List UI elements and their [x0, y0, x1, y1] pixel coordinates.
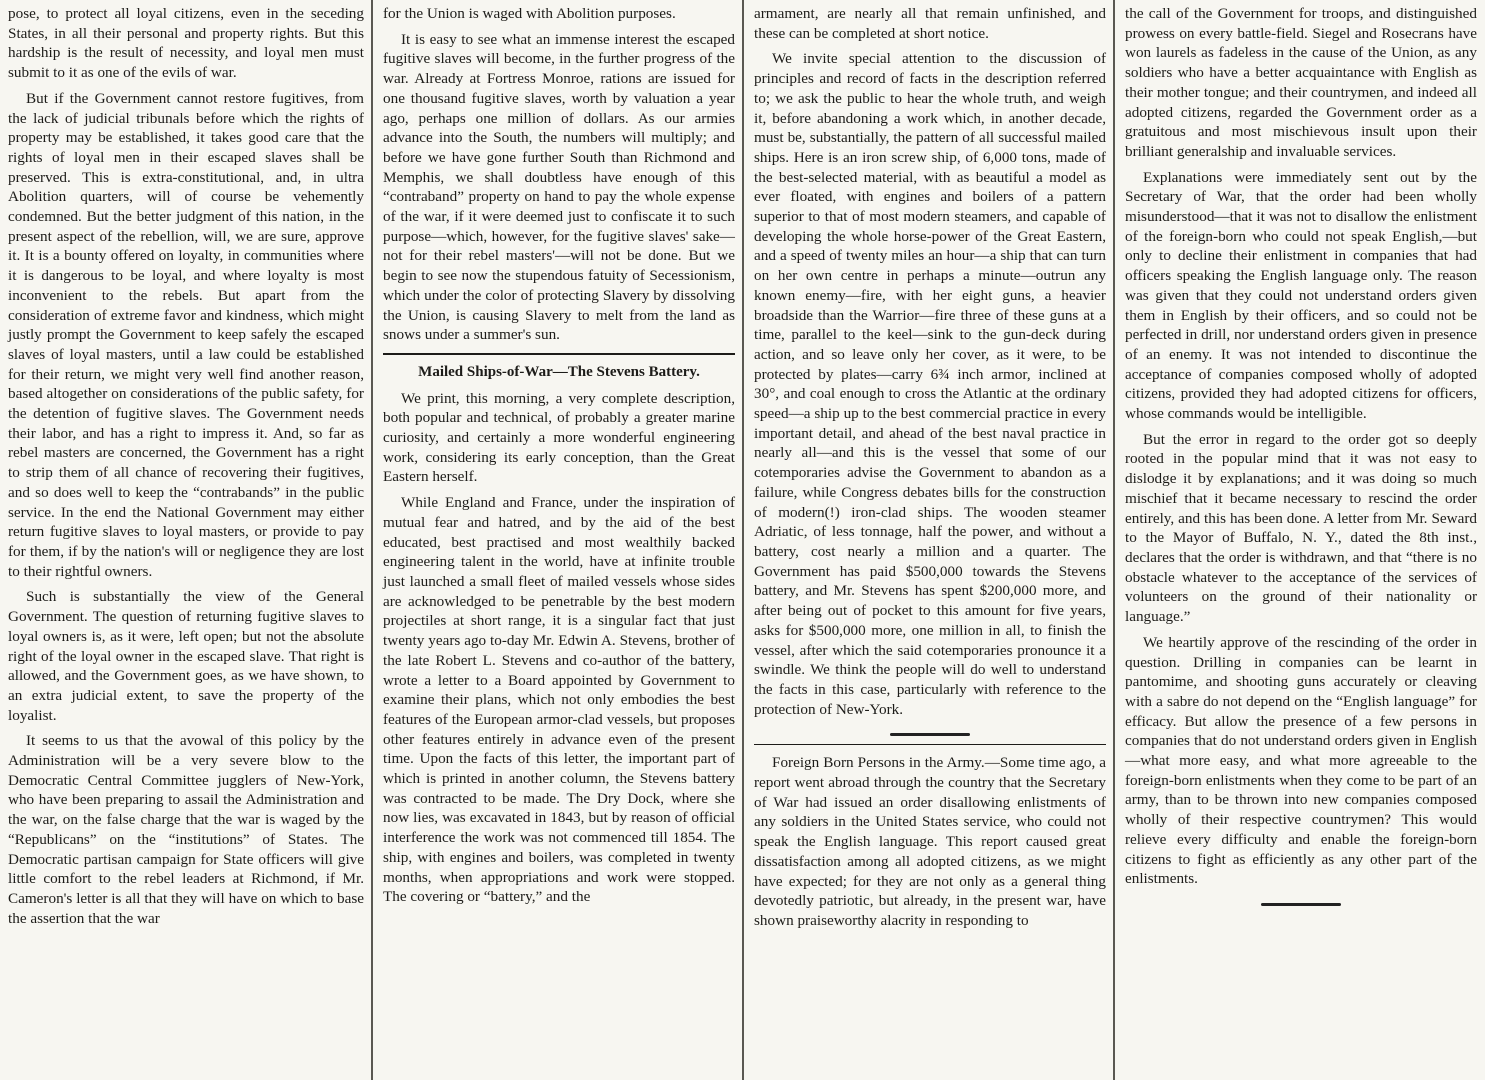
paragraph: But the error in regard to the order got so deeply rooted in the popular mind that it was not easy to dislodge it by explanations; and it was doing so much mischief that it became necessary to rescind the order entirely, and this has been done. A letter from Mr. Seward to the Mayor of Buffalo, N. Y., dated the 8th inst., declares that the order is withdrawn, and that “there is no obstacle whatever to the acceptance of the services of volunteers on the ground of their nationality or language.”: [1125, 430, 1477, 626]
paragraph: armament, are nearly all that remain unfinished, and these can be completed at short notice.: [754, 5, 1106, 42]
column-3: [746, 0, 1114, 1080]
paragraph: We invite special attention to the discussion of principles and record of facts in the description referred to; we ask the public to hear the whole truth, and weigh it, before abandoning a work which, in another decade, must be, substantially, the pattern of all successful mailed ships. Here is an iron screw ship, of 6,000 tons, made of the best-selected material, with as beautiful a model as ever floated, with engines and boilers of a pattern superior to that of most modern steamers, and capable of developing the whole horse-power of the Great Eastern, and a speed of twenty miles an hour—a ship that can turn on her own centre in perhaps a minute—outrun any known enemy—fire, with her eight guns, a heavier broadside than the Warrior—fire three of these guns at a time, parallel to the keel—sink to the gun-deck during action, and so leave only her cover, as it were, to be protected by plates—carry 6¾ inch armor, inclined at 30°, and coal enough to cross the Atlantic at the ordinary speed—a ship up to the best commercial practice in every important detail, and ahead of the best naval practice in nearly all—and this is the vessel that some of our cotemporaries advise the Government to abandon as a failure, while Congress debates bills for the construction of modern(!) iron-clad ships. The wooden steamer Adriatic, of less tonnage, half the power, and without a battery, cost nearly a million and a quarter. The Government has paid $500,000 towards the Stevens battery, and Mr. Stevens has spent $200,000 more, and after being out of pocket to this amount for five years, asks for $500,000 more, one million in all, to finish the vessel, after which the said cotemporaries pronounce it a swindle. We think the people will do well to understand the facts in this case, particularly with reference to the protection of New-York.: [754, 50, 1106, 718]
paragraph: pose, to protect all loyal citizens, even in the seceding States, in all their personal and property rights. But this hardship is the result of necessity, and loyal men must submit to it as one of the evils of war.: [8, 5, 364, 82]
column-1: [0, 0, 372, 1080]
paragraph: But if the Government cannot restore fugitives, from the lack of judicial tribunals before which the rights of property may be established, it takes good care that the rights of loyal men in their escaped slaves shall be preserved. This is extra-constitutional, and, in ultra Abolition quarters, will of course be vehemently condemned. But the better judgment of this nation, in the present aspect of the rebellion, will, we are sure, approve it. It is a bounty offered on loyalty, in communities where it is dangerous to be loyal, and where loyalty is most inconvenient to the rebels. But apart from the consideration of extreme favor and kindness, which might justly prompt the Government to keep safely the escaped slaves of loyal masters, until a law could be established for their return, we might very well find another reason, based altogether on considerations of the public safety, for the detention of fugitive slaves. The Government needs their labor, and has a right to impress it. And, so far as rebel masters are concerned, the Government has a right to strip them of all chance of recovering their fugitives, and so does well to keep the “contrabands” in the public service. In the end the National Government may either return fugitive slaves to loyal masters, or provide to pay for them, if by the nation's will or negligence they are lost to their rightful owners.: [8, 89, 364, 580]
paragraph: for the Union is waged with Abolition purposes.: [383, 5, 676, 22]
end-ornament: [1261, 903, 1341, 906]
column-4: [1117, 0, 1485, 1080]
paragraph: Foreign Born Persons in the Army.—Some time ago, a report went abroad through the country that the Secretary of War had issued an order disallowing enlistments of any soldiers in the United States service, who could not speak the English language. This report caused great dissatisfaction among all adopted citizens, as we might have expected; for they are not only as a general thing devotedly patriotic, but already, in the present war, have shown praiseworthy alacrity in responding to: [754, 754, 1106, 929]
column-2: [375, 0, 743, 1080]
paragraph: It seems to us that the avowal of this policy by the Administration will be a very severe blow to the Democratic Central Committee jugglers of New-York, who have been preparing to assail the Administration and the war, on the false charge that the war is waged by the “Republicans” on the “institutions” of States. The Democratic partisan campaign for State officers will give little comfort to the rebel leaders at Richmond, if Mr. Cameron's letter is all that they will have on which to base the assertion that the war: [8, 732, 364, 927]
paragraph: We heartily approve of the rescinding of the order in question. Drilling in companies can be learnt in pantomime, and shooting guns accurately or cleaving with a sabre do not depend on the “English language” for efficacy. But allow the presence of a few persons in companies that do not understand orders given in English—what more easy, and what more agreeable to the foreign-born enlistments when they come to be part of an army, than to be thrown into new companies composed wholly of their respective countrymen? This would relieve every difficulty and enable the foreign-born citizens to fight as efficiently as any other part of the enlistments.: [1125, 633, 1477, 888]
paragraph: Such is substantially the view of the General Government. The question of returning fugitive slaves to loyal owners is, as it were, left open; but not the absolute right of the loyal owner in the escaped slave. That right is allowed, and the Government goes, as we have shown, to an extra judicial extent, to save the property of the loyalist.: [8, 588, 364, 724]
paragraph: the call of the Government for troops, and distinguished prowess on every battle-field. Siegel and Rosecrans have won laurels as fadeless in the cause of the Union, as any soldiers who have a better acquaintance with English as their mother tongue; and their countrymen, and indeed all adopted citizens, regarded the Government order as a gratuitous and most mischievous insult upon their brilliant generalship and invaluable services.: [1125, 5, 1477, 160]
section-ornament: [890, 733, 970, 736]
paragraph: Explanations were immediately sent out by the Secretary of War, that the order had been wholly misunderstood—that it was not to disallow the enlistment of the foreign-born who could not speak English,—but only to decline their enlistment in companies that had officers speaking the English language only. The reason was given that they could not understand orders given them in English by their officers, and so could not be perfected in drill, nor understand orders given in presence of an enemy. It was not intended to discontinue the acceptance of companies composed wholly of adopted citizens, provided they had adopted citizens for officers, whose commands would be intelligible.: [1125, 168, 1477, 423]
paragraph: We print, this morning, a very complete description, both popular and technical, of probably a greater marine curiosity, and certainly a more wonderful engineering work, considering its early conception, than the Great Eastern herself.: [383, 389, 735, 486]
section-divider: [383, 353, 735, 355]
article-heading: Mailed Ships-of-War—The Stevens Battery.: [418, 363, 700, 380]
paragraph: While England and France, under the inspiration of mutual fear and hatred, and by the aid of the best educated, best practised and most wealthily backed engineering talent in the world, have at infinite trouble just launched a small fleet of mailed vessels whose sides are acknowledged to be penetrable by the best modern projectiles at short range, it is a singular fact that just twenty years ago to-day Mr. Edwin A. Stevens, brother of the late Robert L. Stevens and co-author of the battery, wrote a letter to a Board appointed by Government to examine their plans, which not only embodies the best features of the European armor-clad vessels, but proposes other features entirely in advance even of the present time. Upon the facts of this letter, the important part of which is printed in another column, the Stevens battery was contracted to be made. The Dry Dock, where she now lies, was excavated in 1843, but by reason of official interference the work was not commenced till 1854. The ship, with engines and boilers, was completed in twenty months, when appropriations and work were stopped. The covering or “battery,” and the: [383, 494, 735, 906]
paragraph: It is easy to see what an immense interest the escaped fugitive slaves will become, in the further progress of the war. Already at Fortress Monroe, rations are issued for one thousand fugitive slaves, worth by valuation a year ago, perhaps one million of dollars. As our armies advance into the South, the numbers will multiply; and before we have gone further South than Richmond and Memphis, we shall doubtless have enough of this “contraband” property on hand to pay the whole expense of the war, if it were deemed just to confiscate it to such purpose—which, however, for the fugitive slaves' sake—not for their rebel masters'—will not be done. But we begin to see now the stupendous fatuity of Secessionism, which under the color of protecting Slavery by dissolving the Union, is causing Slavery to melt from the land as snows under a summer's sun.: [383, 30, 735, 344]
section-divider: [754, 744, 1106, 745]
